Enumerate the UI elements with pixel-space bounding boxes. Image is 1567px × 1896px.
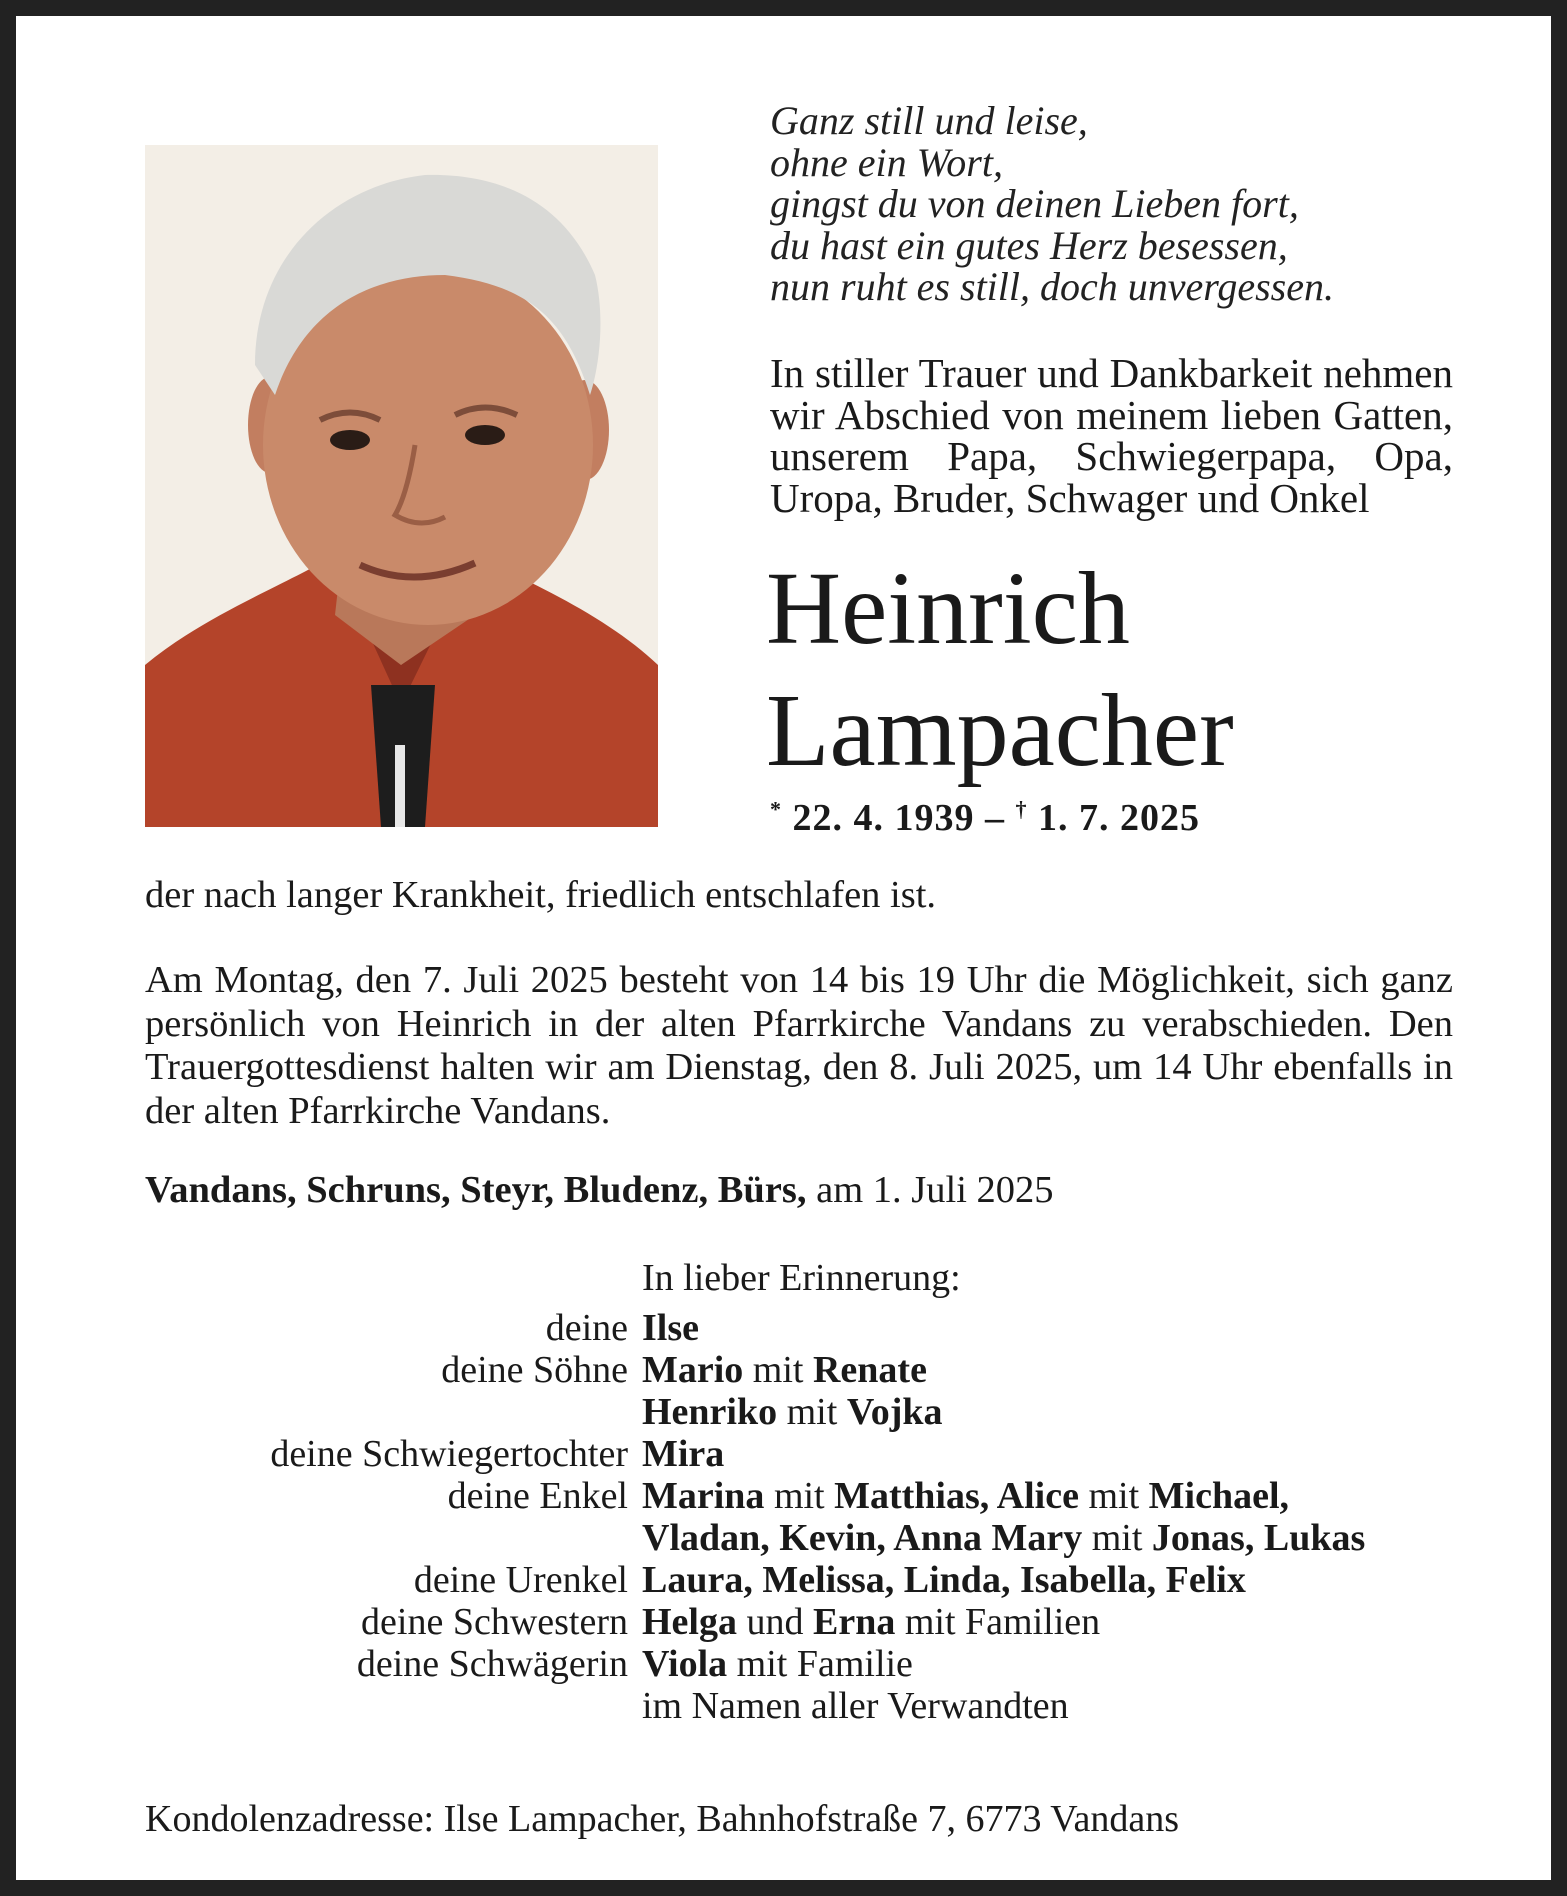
mourners-header: In lieber Erinnerung: — [642, 1257, 961, 1299]
places-line — [145, 1169, 1453, 1213]
mourner-names — [642, 1643, 913, 1685]
places-locations: Vandans, Schruns, Steyr, Bludenz, Bürs, — [145, 1169, 807, 1211]
mourner-row — [145, 1559, 1475, 1601]
mourner-connector: im Namen aller Verwandten — [642, 1685, 1069, 1727]
birth-date: 22. 4. 1939 — [792, 797, 975, 839]
poem-line: Ganz still und leise, — [770, 98, 1088, 143]
mourner-name: Viola — [642, 1643, 728, 1685]
mourner-names — [642, 1475, 1289, 1517]
mourner-name: Marina — [642, 1475, 765, 1517]
mourner-relation: deine Schwägerin — [356, 1643, 628, 1685]
mourner-connector: mit Familien — [895, 1601, 1101, 1643]
portrait-icon — [145, 145, 658, 827]
mourner-relation: deine Urenkel — [413, 1559, 628, 1601]
last-name: Lampacher — [766, 673, 1234, 788]
mourner-relation: deine Enkel — [447, 1475, 628, 1517]
mourner-name: Helga — [642, 1601, 737, 1643]
death-date: 1. 7. 2025 — [1038, 797, 1200, 839]
mourner-relation — [145, 1391, 642, 1433]
mourner-row — [145, 1643, 1475, 1685]
mourner-names — [642, 1349, 927, 1391]
mourner-name: Vojka — [846, 1391, 943, 1433]
mourner-name: Vladan, Kevin, Anna Mary — [642, 1517, 1083, 1559]
condolence-address: Kondolenzadresse: Ilse Lampacher, Bahnhofstraße 7, 6773 Vandans — [145, 1798, 1180, 1840]
mourner-name: Michael, — [1148, 1475, 1290, 1517]
mourner-connector: mit — [1082, 1517, 1152, 1559]
deceased-name — [766, 548, 1526, 792]
mourner-name: Erna — [812, 1601, 896, 1643]
birth-symbol: * — [770, 796, 782, 822]
poem — [770, 100, 1470, 308]
mourner-relation: deine Söhne — [441, 1349, 628, 1391]
death-symbol: † — [1015, 796, 1028, 822]
life-dates — [770, 796, 1200, 840]
mourner-name: Mira — [642, 1433, 725, 1475]
poem-line: nun ruht es still, doch unvergessen. — [770, 264, 1335, 309]
mourner-connector: mit — [777, 1391, 847, 1433]
poem-line: ohne ein Wort, — [770, 139, 1003, 185]
died-text: der nach langer Krankheit, friedlich entschlafen ist. — [145, 874, 937, 916]
first-name: Heinrich — [766, 551, 1130, 666]
mourner-name: Jonas, Lukas — [1151, 1517, 1366, 1559]
mourner-names — [642, 1391, 943, 1433]
mourner-name: Laura, Melissa, Linda, Isabella, Felix — [642, 1559, 1246, 1601]
mourner-row — [145, 1307, 1475, 1349]
mourner-relation — [145, 1685, 642, 1727]
mourners-list — [145, 1256, 1475, 1727]
mourner-row — [145, 1685, 1475, 1727]
mourner-relation — [145, 1517, 642, 1559]
mourner-relation: deine Schwestern — [361, 1601, 628, 1643]
places-date: am 1. Juli 2025 — [816, 1169, 1054, 1211]
mourner-names — [642, 1307, 699, 1349]
date-separator: – — [985, 797, 1005, 839]
mourner-row — [145, 1601, 1475, 1643]
mourner-name: Matthias, Alice — [834, 1475, 1079, 1517]
mourner-row — [145, 1349, 1475, 1391]
intro-text: In stiller Trauer und Dankbarkeit nehmen wir Abschied von meinem lieben Gatten, unserem Papa, Schwiegerpapa, Opa, Uropa, Bruder, Schwager und Onkel — [770, 350, 1453, 521]
mourner-names — [642, 1517, 1365, 1559]
mourner-names — [642, 1601, 1100, 1643]
mourner-row — [145, 1391, 1475, 1433]
mourner-name: Renate — [812, 1349, 927, 1391]
service-text: Am Montag, den 7. Juli 2025 besteht von 14 bis 19 Uhr die Möglichkeit, sich ganz persönlich von Heinrich in der alten Pfarrkirche Vandans zu verabschieden. Den Trauergottesdienst halten wir am Dienstag, den 8. Juli 2025, um 14 Uhr ebenfalls in der alten Pfarrkirche Vandans. — [145, 959, 1453, 1132]
mourner-connector: mit — [743, 1349, 813, 1391]
mourner-row — [145, 1475, 1475, 1517]
mourner-rows — [145, 1307, 1475, 1727]
mourner-name: Ilse — [642, 1307, 699, 1349]
mourner-names — [642, 1559, 1246, 1601]
mourner-connector: mit — [764, 1475, 835, 1517]
poem-line: du hast ein gutes Herz besessen, — [770, 222, 1288, 268]
poem-line: gingst du von deinen Lieben fort, — [770, 181, 1299, 226]
mourner-connector: mit Familie — [727, 1643, 913, 1685]
mourner-names — [642, 1685, 1069, 1727]
portrait-photo — [145, 145, 658, 827]
mourner-name: Henriko — [642, 1391, 778, 1433]
mourner-connector: mit — [1078, 1475, 1149, 1517]
mourner-row — [145, 1433, 1475, 1475]
mourner-connector: und — [736, 1601, 813, 1643]
mourner-relation: deine — [545, 1307, 628, 1349]
mourner-names — [642, 1433, 724, 1475]
mourner-relation: deine Schwiegertochter — [270, 1433, 628, 1475]
mourner-row — [145, 1517, 1475, 1559]
mourner-name: Mario — [642, 1349, 744, 1391]
